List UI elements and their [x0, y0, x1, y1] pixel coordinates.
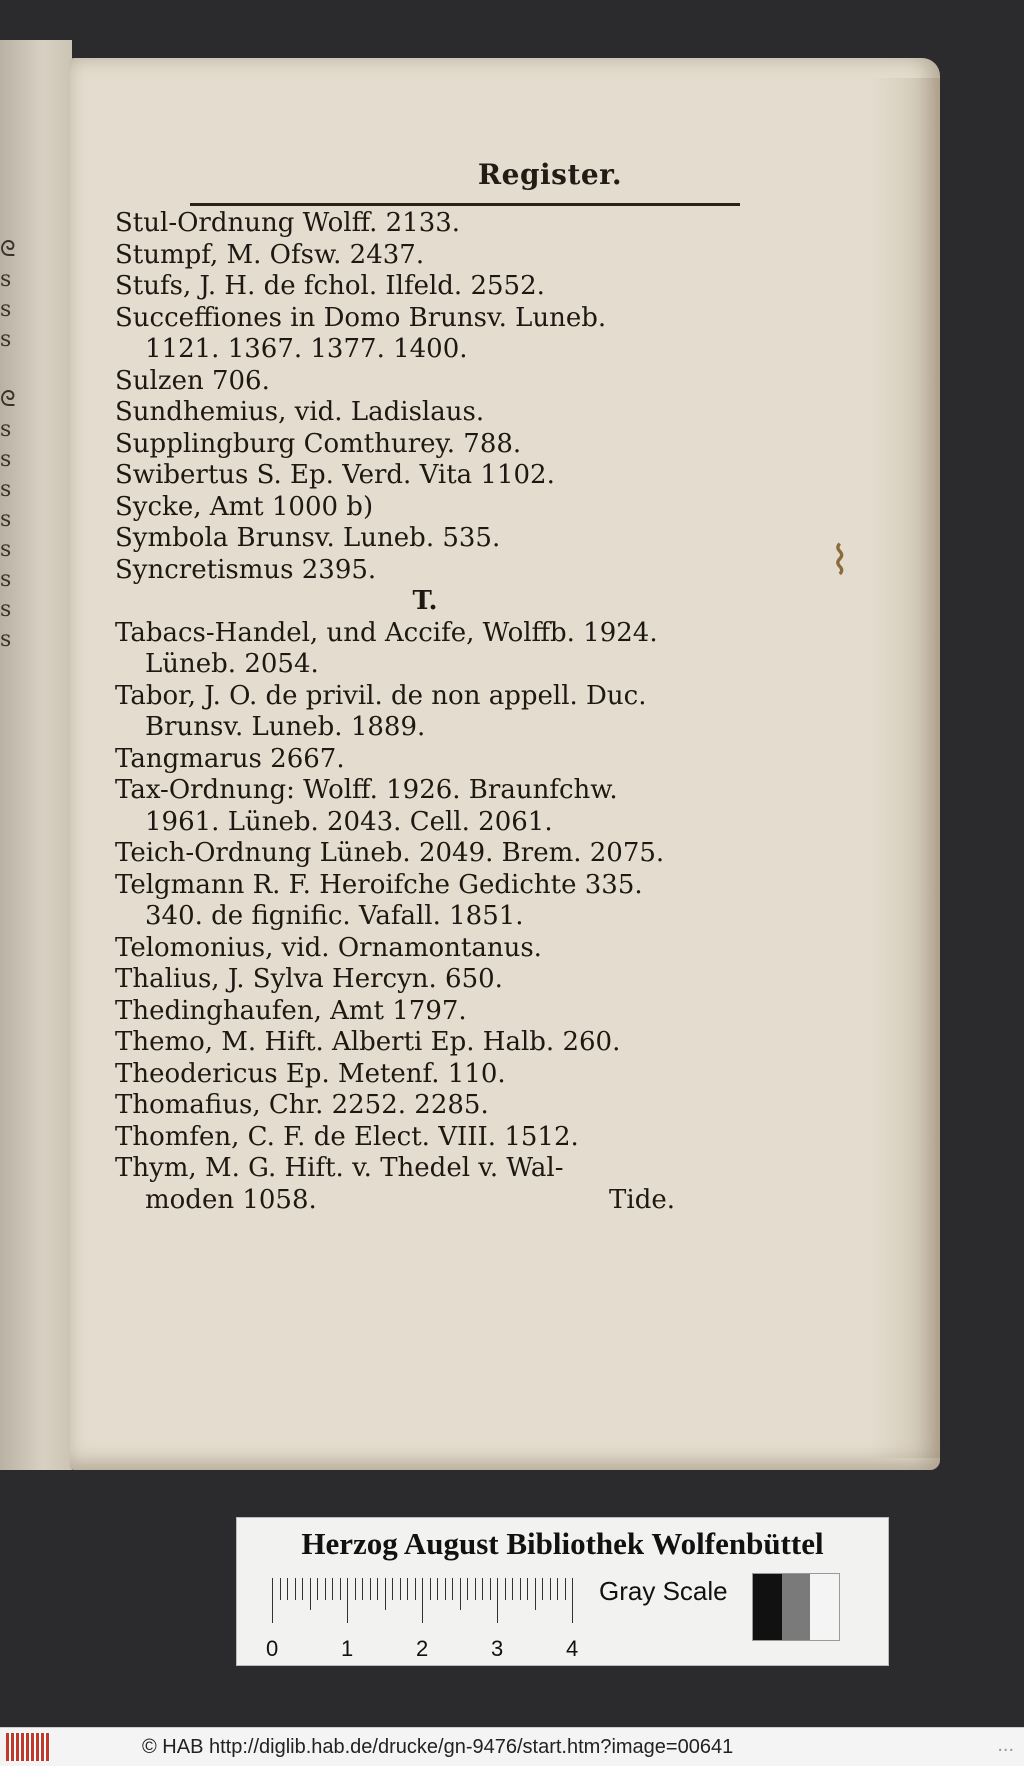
ruler-tick [310, 1578, 311, 1610]
register-entry [115, 1027, 675, 1059]
register-entry [115, 838, 675, 870]
register-entry [115, 681, 675, 744]
ruler-tick [542, 1578, 543, 1600]
entry-continuation: 1961. Lüneb. 2043. Cell. 2061. [145, 806, 553, 837]
ruler-scale [266, 1578, 582, 1661]
grayscale-swatches [752, 1573, 840, 1641]
ruler-number: 4 [566, 1636, 579, 1661]
ruler-number: 0 [266, 1636, 279, 1661]
gray-swatch [753, 1574, 782, 1640]
ruler-tick [535, 1578, 536, 1610]
register-entry [115, 1122, 675, 1154]
ruler-number: 2 [416, 1636, 429, 1661]
register-entry [115, 555, 675, 587]
entry-text: Thym, M. G. Hift. v. Thedel v. Wal- [115, 1153, 564, 1183]
ruler-tick [325, 1578, 326, 1600]
book-page [70, 58, 940, 1470]
entry-text: Tabacs-Handel, und Accife, Wolffb. 1924. [115, 617, 658, 648]
ruler-tick [550, 1578, 551, 1600]
ruler-tick [482, 1578, 483, 1600]
ruler-tick [400, 1578, 401, 1600]
facing-page-marks: ᘓ s s s ᘓ s s s s s s s s [0, 237, 16, 652]
register-entry [115, 1090, 675, 1122]
ruler-tick [272, 1578, 273, 1623]
ruler-tick [467, 1578, 468, 1600]
ruler-tick [497, 1578, 498, 1623]
register-entry [115, 460, 675, 492]
register-entry [115, 996, 675, 1028]
register-entry [115, 492, 675, 524]
register-entry [115, 271, 675, 303]
entry-continuation: 340. de fignific. Vafall. 1851. [145, 901, 524, 931]
ruler-tick [377, 1578, 378, 1600]
entry-text: Succeffiones in Domo Brunsv. Luneb. [115, 302, 607, 333]
entry-text: Symbola Brunsv. Luneb. 535. [115, 523, 501, 553]
ruler-tick [527, 1578, 528, 1600]
ruler-tick [437, 1578, 438, 1600]
ruler-tick [475, 1578, 476, 1600]
entry-text: Telomonius, vid. Ornamontanus. [115, 932, 542, 963]
register-entries [115, 208, 675, 1216]
register-entry [115, 366, 675, 398]
section-letter-heading: T. [412, 586, 438, 616]
entry-continuation: moden 1058. [145, 1184, 317, 1215]
entry-text: Thomfen, C. F. de Elect. VIII. 1512. [115, 1121, 579, 1152]
ink-mark: ⌇ [830, 538, 850, 584]
register-entry [115, 397, 675, 429]
ruler-tick [445, 1578, 446, 1600]
entry-text: Sulzen 706. [115, 365, 270, 396]
ruler-tick [557, 1578, 558, 1600]
hab-logo-icon [6, 1733, 50, 1761]
entry-text: Themo, M. Hift. Alberti Ep. Halb. 260. [115, 1027, 621, 1057]
more-options-icon[interactable]: ... [997, 1734, 1014, 1756]
last-line [115, 1185, 675, 1217]
ruler-tick [362, 1578, 363, 1600]
register-entry [115, 1059, 675, 1091]
entry-text: Teich-Ordnung Lüneb. 2049. Brem. 2075. [115, 838, 665, 868]
ruler-tick [340, 1578, 341, 1600]
gray-swatch [782, 1574, 811, 1640]
entry-continuation: 1121. 1367. 1377. 1400. [145, 334, 468, 364]
facing-page-edge [0, 40, 72, 1470]
ruler-tick [490, 1578, 491, 1600]
entry-continuation: Brunsv. Luneb. 1889. [145, 712, 426, 742]
entry-text: Stumpf, M. Ofsw. 2437. [115, 239, 425, 270]
entry-text: Sycke, Amt 1000 b) [115, 491, 374, 522]
entry-text: Sundhemius, vid. Ladislaus. [115, 397, 485, 427]
ruler-tick [422, 1578, 423, 1623]
entry-text: Thomafius, Chr. 2252. 2285. [115, 1090, 489, 1120]
entry-text: Tangmarus 2667. [115, 743, 345, 774]
ruler-tick [385, 1578, 386, 1610]
ruler-tick [370, 1578, 371, 1600]
ruler-tick [302, 1578, 303, 1600]
entry-text: Swibertus S. Ep. Verd. Vita 1102. [115, 460, 555, 490]
entry-text: Syncretismus 2395. [115, 554, 377, 585]
register-title: Register. [477, 158, 623, 191]
register-entry [115, 523, 675, 555]
register-entry [115, 964, 675, 996]
entry-text: Tabor, J. O. de privil. de non appell. Duc. [115, 680, 647, 711]
register-entry [115, 208, 675, 240]
ruler-tick [317, 1578, 318, 1600]
ruler-tick [280, 1578, 281, 1600]
register-entry [115, 303, 675, 366]
register-entry [115, 240, 675, 272]
register-entry [115, 1153, 675, 1185]
gray-swatch [810, 1574, 839, 1640]
ruler-tick [565, 1578, 566, 1600]
ruler-tick [415, 1578, 416, 1600]
ruler-tick [355, 1578, 356, 1600]
ruler-number: 1 [341, 1636, 354, 1661]
entry-text: Thalius, J. Sylva Hercyn. 650. [115, 964, 503, 994]
register-entry [115, 744, 675, 776]
register-entry [115, 933, 675, 965]
ruler-tick [452, 1578, 453, 1600]
ruler-tick [392, 1578, 393, 1600]
ruler-tick [505, 1578, 506, 1600]
color-calibration-bar [236, 1517, 889, 1666]
entry-text: Supplingburg Comthurey. 788. [115, 428, 522, 459]
grayscale-label: Gray Scale [599, 1576, 728, 1606]
entry-text: Theodericus Ep. Metenf. 110. [115, 1058, 506, 1089]
ruler-tick [347, 1578, 348, 1623]
citation-link[interactable]: © HAB http://diglib.hab.de/drucke/gn-9476/start.htm?image=00641 [142, 1735, 734, 1758]
ruler-tick [430, 1578, 431, 1600]
page-header [350, 158, 750, 191]
ruler-tick [407, 1578, 408, 1600]
register-entry [115, 870, 675, 933]
ruler-tick [332, 1578, 333, 1600]
ruler-tick [287, 1578, 288, 1600]
entry-text: Stufs, J. H. de fchol. Ilfeld. 2552. [115, 271, 545, 301]
viewer-footer [0, 1727, 1024, 1766]
institution-name: Herzog August Bibliothek Wolfenbüttel [301, 1526, 824, 1561]
ruler-tick [512, 1578, 513, 1600]
entry-text: Tax-Ordnung: Wolff. 1926. Braunfchw. [115, 775, 618, 805]
ruler-tick [460, 1578, 461, 1610]
catchword: Tide. [609, 1184, 675, 1215]
ruler-number: 3 [491, 1636, 504, 1661]
entry-continuation: Lüneb. 2054. [145, 649, 319, 679]
entry-text: Stul-Ordnung Wolff. 2133. [115, 208, 461, 238]
register-entry [115, 429, 675, 461]
ruler-tick [572, 1578, 573, 1623]
header-rule [190, 203, 740, 206]
entry-text: Thedinghaufen, Amt 1797. [115, 995, 467, 1026]
ruler-tick [520, 1578, 521, 1600]
ruler-tick [295, 1578, 296, 1600]
entry-text: Telgmann R. F. Heroifche Gedichte 335. [115, 869, 643, 900]
register-entry [115, 618, 675, 681]
register-entry [115, 775, 675, 838]
